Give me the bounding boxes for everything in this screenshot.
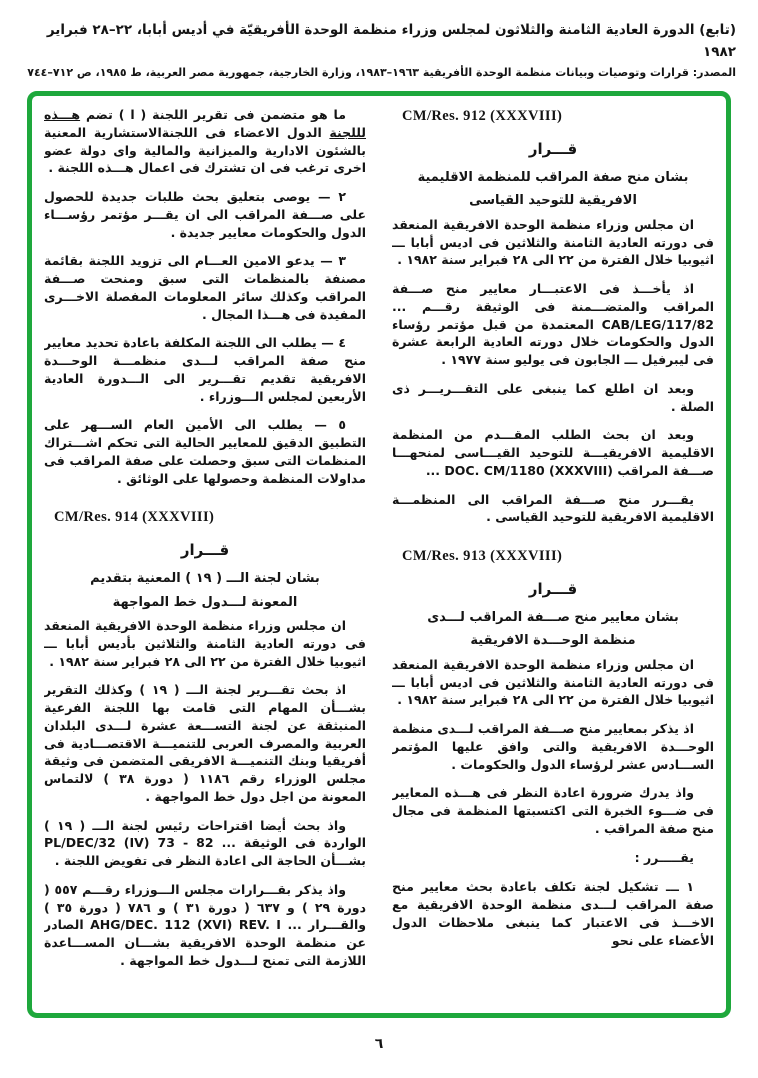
resolution-ref-912: CM/Res. 912 (XXXVIII) (402, 108, 563, 124)
paragraph: ١ ـــ تشكيل لجنة تكلف باعادة بحث معايير منح صفة المراقب لـــدى منظمة الوحدة الافريقية مع الاخـــذ فى الاعتبار كما ينبغى ملاحظات الدول الأعضاء على نحو (392, 879, 714, 948)
paragraph: ٥ — يطلب الى الأمين العام الســـهر على التطبيق الدقيق للمعايير الحالية التى تحكم اشـــتراك المنظمات التى سبق وحصلت على صفة المراقب فى مداولات المنظمة وحصولها على الوثائق . (44, 417, 366, 486)
paragraph: اذ يأخـــذ فى الاعتبـــار معايير منح صـــفة المراقب والمتضـــمنة فى الوثيقة رقـــم ... CAB/LEG/117/82 المعتمدة من قبل مؤتمر رؤساء الدول والحكومات خلال دورته العادية الرابعة عشرة فى ليبرفيل ـــ الجابون فى يوليو سنة ١٩٧٧ . (392, 281, 714, 368)
paragraph: واذ يذكر بقـــرارات مجلس الـــوزراء رقـــم ٥٥٧ ( دورة ٢٩ ) و ٦٣٧ ( دورة ٣١ ) و ٧٨٦ ( دورة ٣٥ ) والقـــرار ... AHG/DEC. 112 (XVI) REV. I الصادر عن منظمة الوحدة الافريقية بشـــان المســـاعدة اللازمة التى تمنح لـــدول خط المواجهة . (44, 881, 366, 968)
green-frame (27, 91, 731, 1018)
paragraph: اذ يذكر بمعايير منح صـــفة المراقب لـــدى منظمة الوحـــدة الافريقية والتى وافق عليها المؤتمر الســـادس عشر لرؤساء الدول والحكومات . (392, 721, 714, 772)
paragraph: ان مجلس وزراء منظمة الوحدة الافريقية المنعقد فى دورته العادية الثامنة والثلاثين فى اديس أبابا ـــ اثيوبيا خلال الفترة من ٢٢ الى ٢٨ فبراير سنة ١٩٨٢ . (392, 216, 714, 268)
header-session-title: (تابع) الدورة العادية الثامنة والثلاثون لمجلس وزراء منظمة الوحدة الأفريقيّة في أديس أبابا، ٢٢–٢٨ فبراير ١٩٨٢ (46, 22, 736, 60)
resolution-ref-913: CM/Res. 913 (XXXVIII) (402, 548, 563, 565)
paragraph: وبعد ان اطلع كما ينبغى على التقـــريـــر ذى الصلة . (392, 380, 714, 414)
header-source-line: المصدر: قرارات وتوصيات وبيانات منظمة الوحدة الأفريقية ١٩٦٣–١٩٨٣، وزارة الخارجية، جمهورية مصر العربية، ط ١٩٨٥، ص ٧١٢–٧٤٤ (27, 66, 736, 80)
decision-label: يقـــــرر : (634, 849, 694, 865)
paragraph: وبعد ان بحث الطلب المقـــدم من المنظمة الاقليمية الافريقيـــة للتوحيد القيـــاسى لمنحهـــا صـــفة المراقب DOC. CM/1180 (XXXVIII) ... (392, 427, 714, 478)
column-right (392, 106, 714, 1005)
paragraph: ما هو متضمن فى تقرير اللجنة ( ا ) تضم هـــذه لللجنة الدول الاعضاء فى اللجنةالاستشارية المعنية بالشئون الادارية والميزانية والمالية واى دولة عضو اخرى ترغب فى ان تشترك فى اعمال هـــذه اللجنة . (44, 107, 366, 176)
resolution-title: قـــرار (528, 139, 578, 158)
paragraph: ان مجلس وزراء منظمة الوحدة الافريقية المنعقد فى دورته العادية الثامنة والثلاثين بأديس أبابا ـــ اثيوبيا خلال الفترة من ٢٢ الى ٢٨ فبراير سنة ١٩٨٢ . (44, 618, 366, 669)
resolution-subtitle: المعونة لـــدول خط المواجهة (112, 594, 298, 610)
paragraph: ان مجلس وزراء منظمة الوحدة الافريقية المنعقد فى دورته العادية الثامنة والثلاثين فى اديس أبابا ـــ اثيوبيا خلال الفترة من ٢٢ الى ٢٨ فبراير سنة ١٩٨٢ . (392, 656, 714, 708)
paragraph: واذ بحث أيضا اقتراحات رئيس لجنة الـــ ( ١٩ ) الواردة فى الوثيقة ... PL/DEC/32 (IV) 73 - 82 بشـــأن الحاجة الى اعادة النظر فى تفويض اللجنة . (44, 817, 366, 869)
resolution-ref-914: CM/Res. 914 (XXXVIII) (54, 509, 215, 526)
page-header (22, 20, 736, 79)
underlined-phrase: هـــذه لللجنة (44, 107, 366, 140)
resolution-subtitle: الافريقية للتوحيد القياسى (469, 193, 637, 209)
paragraph: واذ يدرك ضرورة اعادة النظر فى هـــذه المعايير فى ضـــوء الخبرة التى اكتسبتها المنظمة فى مجال منح صفة المراقب . (392, 785, 714, 836)
paragraph: ٣ — يدعو الامين العـــام الى تزويد اللجنة بقائمة مصنفة بالمنظمات التى سبق ومنحت صـــفة المراقب وكذلك سائر المعلومات المفصلة الاخـــرى المفيدة فى هـــذا المجال . (44, 253, 366, 322)
paragraph: ٤ — يطلب الى اللجنة المكلفة باعادة تحديد معايير منح صفة المراقب لـــدى منظمـــة الوحـــدة الافريقية تقديم تقـــرير الى الـــدورة العادية الأربعين لمجلس الـــوزراء . (44, 335, 366, 404)
paragraph: ٢ — يوصى بتعليق بحث طلبات جديدة للحصول على صـــفة المراقب الى ان يقـــر مؤتمر رؤســـاء الدول والحكومات معايير جديدة . (44, 189, 366, 240)
resolution-subtitle: منظمة الوحـــدة الافريقية (470, 633, 636, 649)
column-left (44, 106, 366, 1005)
resolution-subtitle: بشان منح صفة المراقب للمنظمة الاقليمية (417, 169, 689, 185)
resolution-subtitle: بشان معايير منح صـــفة المراقب لـــدى (427, 609, 679, 625)
resolution-title: قـــرار (180, 540, 230, 559)
paragraph: اذ بحث تقـــرير لجنة الـــ ( ١٩ ) وكذلك التقرير بشـــأن المهام التى قامت بها اللجنة الفرعية المنبثقة عن لجنة التســـعة عشرة لـــدى البلدان العربية والمصرف العربى للتنميـــة الاقتصـــادية فى أفريقيا وبنك التنميـــة الافريقى المتضمن فى وثيقة مجلس الوزراء رقم ١١٨٦ ( دورة ٣٨ ) لالتماس المعونة من اجل دول خط المواجهة . (44, 682, 366, 804)
paragraph: يقـــرر منح صـــفة المراقب الى المنظمـــة الاقليمية الافريقية للتوحيد القياسى . (392, 491, 714, 525)
resolution-title: قـــرار (528, 579, 578, 598)
page-number: ٦ (374, 1036, 384, 1052)
resolution-subtitle: بشان لجنة الـــ ( ١٩ ) المعنية بتقديم (90, 571, 320, 587)
